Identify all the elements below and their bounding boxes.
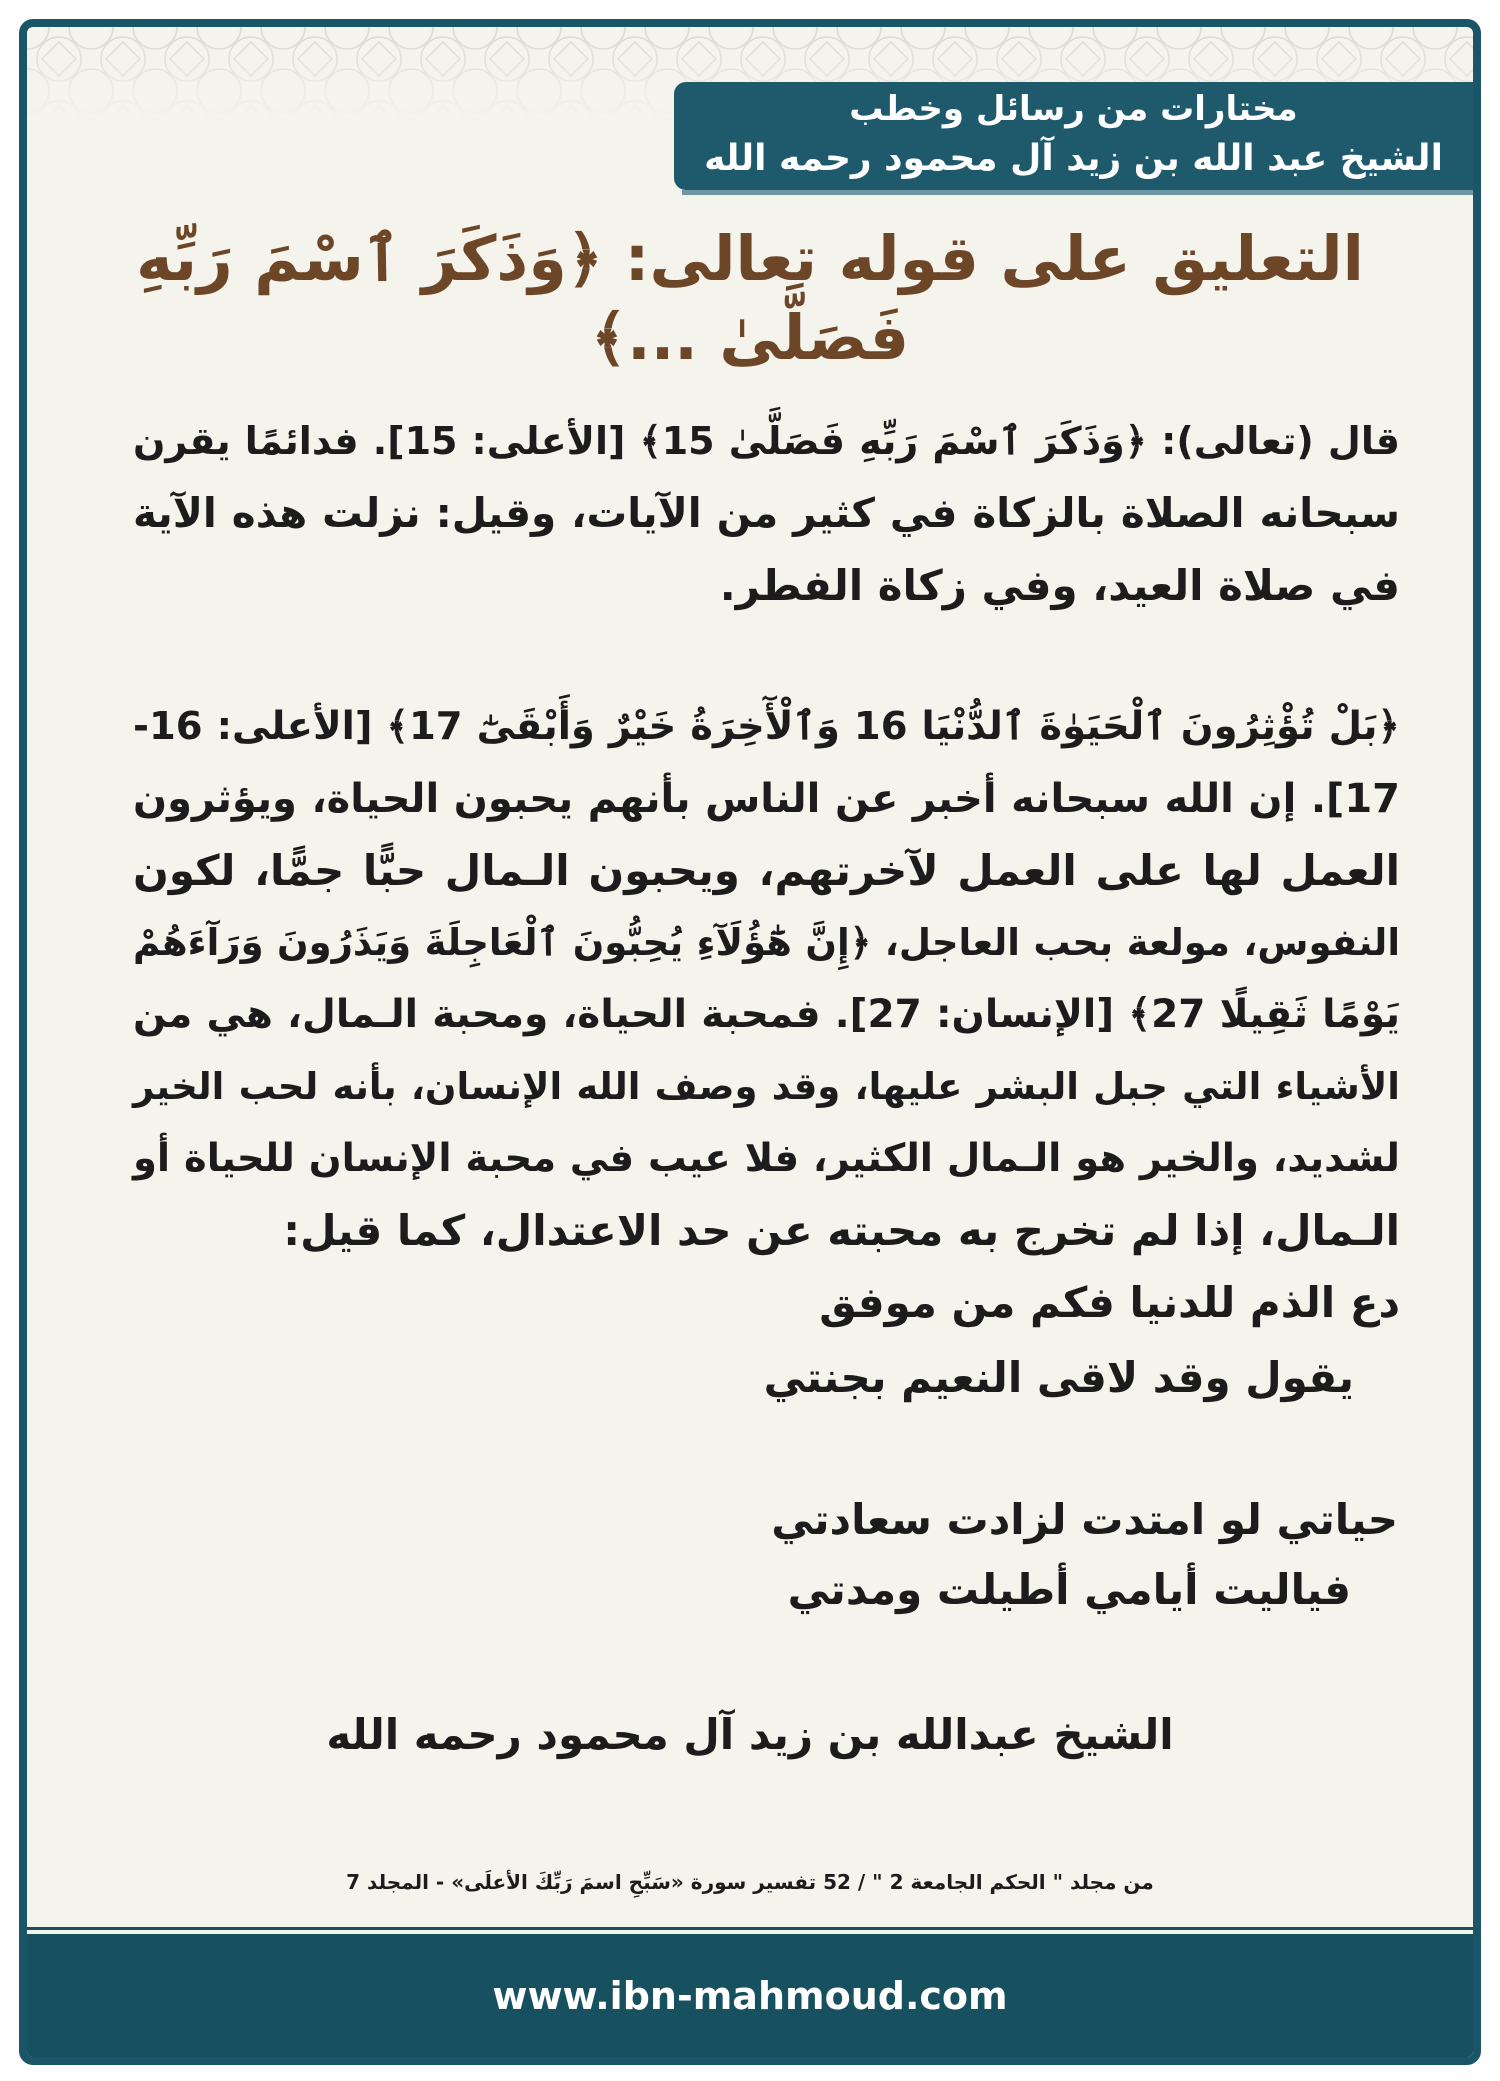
poem-hemistich: يقول وقد لاقى النعيم بجنتي — [763, 1353, 1354, 1402]
series-title: مختارات من رسائل وخطب — [849, 89, 1298, 129]
paragraph-line: العمل لها على العمل لآخرتهم، ويحبون الـمال حبًّا جمًّا، لكون — [133, 846, 1400, 895]
page-title-line: التعليق على قوله تعالى: ﴿وَذَكَرَ ٱسْمَ رَبِّهِ — [136, 222, 1364, 295]
website-url: www.ibn-mahmoud.com — [492, 1974, 1008, 2018]
header-banner — [674, 82, 1473, 190]
paragraph-line: 17]. إن الله سبحانه أخبر عن الناس بأنهم يحبون الحياة، ويؤثرون — [133, 776, 1400, 822]
author-name: الشيخ عبد الله بن زيد آل محمود رحمه الله — [704, 138, 1443, 179]
paragraph-line: قال (تعالى): ﴿وَذَكَرَ ٱسْمَ رَبِّهِ فَصَلَّىٰ 15﴾ [الأعلى: 15]. فدائمًا يقرن — [133, 419, 1400, 463]
paragraph-line: ﴿بَلْ تُؤْثِرُونَ ٱلْحَيَوٰةَ ٱلدُّنْيَا 16 وَٱلْأٓخِرَةُ خَيْرٌ وَأَبْقَىٰٓ 17﴾ [الأعلى: 16- — [133, 704, 1400, 749]
poem-hemistich: فياليت أيامي أطيلت ومدتي — [787, 1565, 1351, 1614]
paragraph-line: يَوْمًا ثَقِيلًا 27﴾ [الإنسان: 27]. فمحبة الحياة، ومحبة الـمال، هي من — [133, 992, 1400, 1037]
paragraph-line: سبحانه الصلاة بالزكاة في كثير من الآيات، وقيل: نزلت هذه الآية — [133, 489, 1400, 537]
source-citation: من مجلد " الحكم الجامعة 2 " / 52 تفسير سورة «سَبِّحِ اسمَ رَبِّكَ الأعلَى» - المجلد 7 — [346, 1870, 1154, 1894]
poem-hemistich: دع الذم للدنيا فكم من موفق — [819, 1278, 1400, 1327]
poem-hemistich: حياتي لو امتدت لزادت سعادتي — [771, 1495, 1398, 1544]
paragraph-line: الأشياء التي جبل البشر عليها، وقد وصف الله الإنسان، بأنه لحب الخير — [133, 1065, 1400, 1108]
page-title-line: فَصَلَّىٰ ...﴾ — [590, 301, 910, 374]
header-underline — [682, 190, 1473, 195]
paragraph-line: الـمال، إذا لم تخرج به محبته عن حد الاعتدال، كما قيل: — [283, 1206, 1400, 1255]
paragraph-line: النفوس، مولعة بحب العاجل، ﴿إِنَّ هَٰٓؤُلَآءِ يُحِبُّونَ ٱلْعَاجِلَةَ وَيَذَرُونَ وَرَآءَهُمْ — [133, 921, 1400, 964]
footer-rule — [27, 1927, 1473, 1930]
paragraph-line: لشديد، والخير هو الـمال الكثير، فلا عيب في محبة الإنسان للحياة أو — [133, 1136, 1400, 1181]
signature: الشيخ عبدالله بن زيد آل محمود رحمه الله — [326, 1710, 1174, 1759]
paragraph-line: في صلاة العيد، وفي زكاة الفطر. — [719, 561, 1400, 610]
